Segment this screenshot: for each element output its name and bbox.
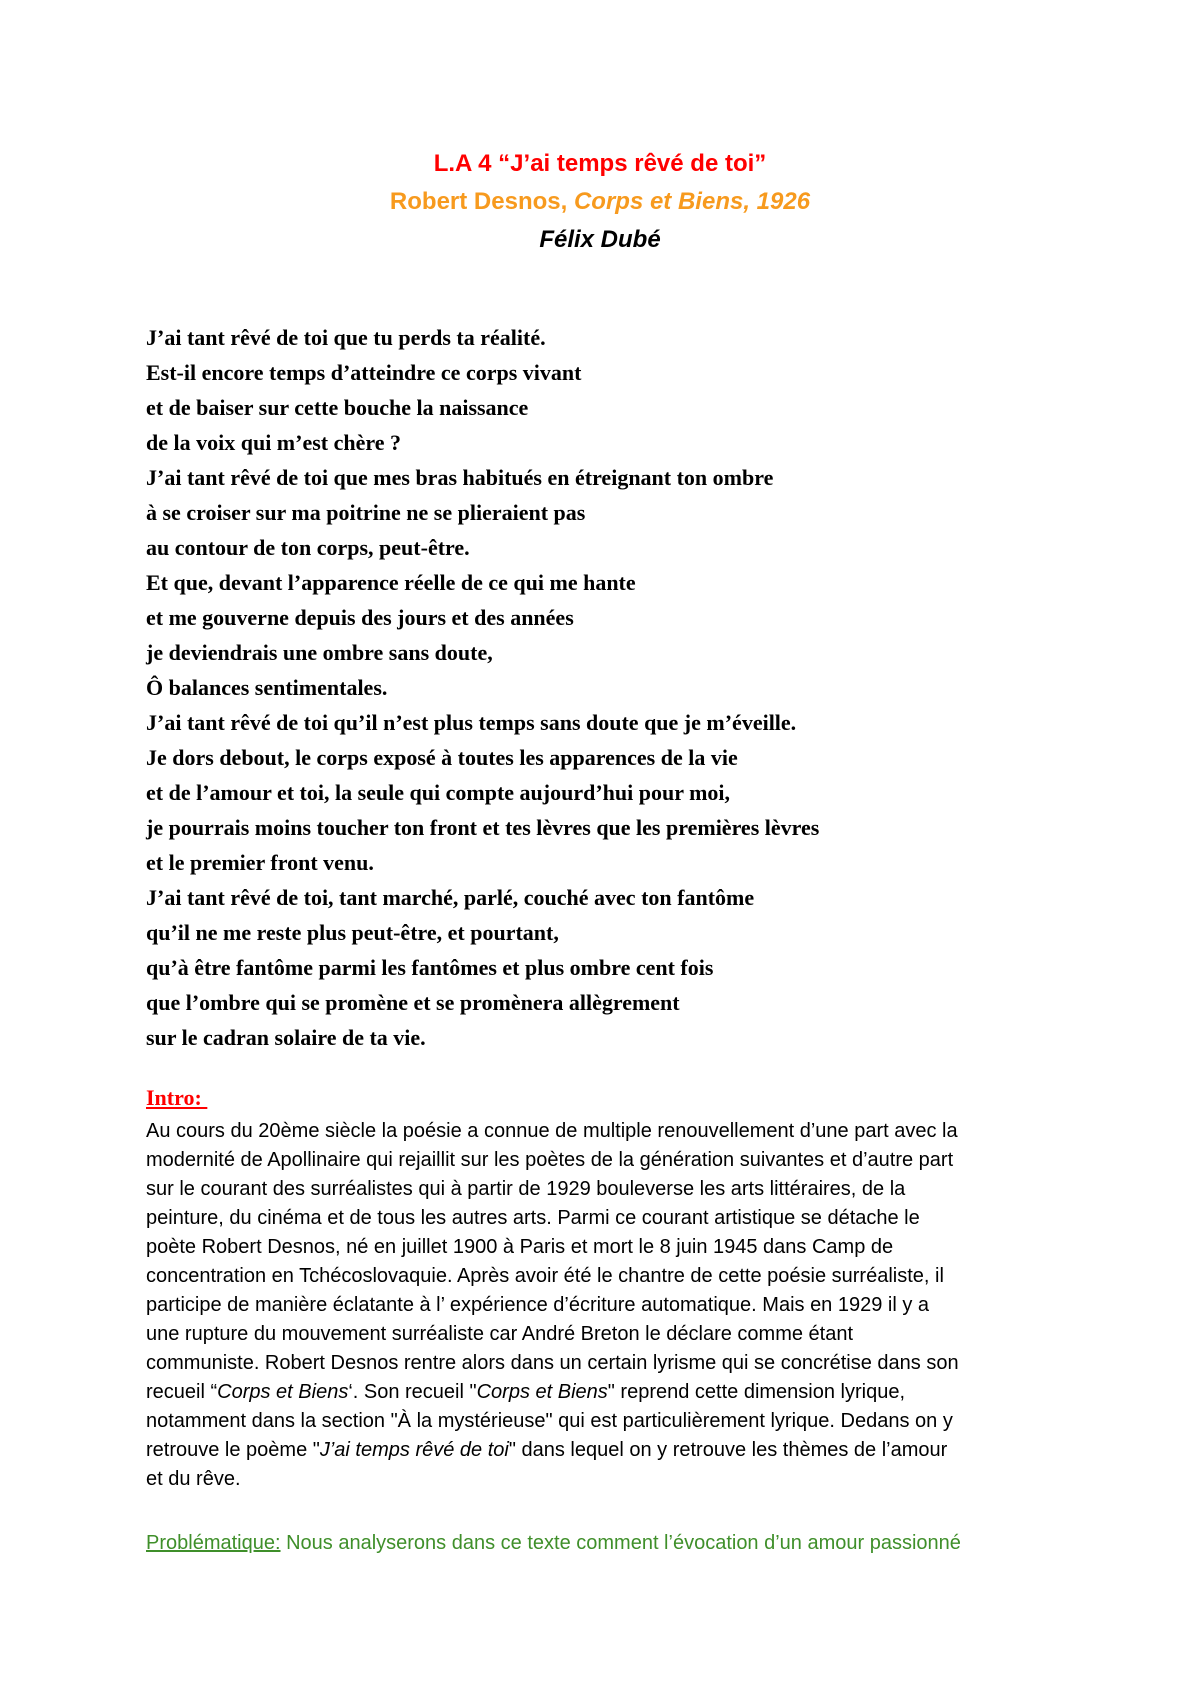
intro-text: recueil “ [146, 1381, 218, 1403]
poem-line: je pourrais moins toucher ton front et tes lèvres que les premières lèvres [146, 815, 820, 840]
intro-text: " reprend cette dimension lyrique, [607, 1381, 906, 1403]
document-author: Félix Dubé [539, 226, 661, 253]
intro-text: modernité de Apollinaire qui rejaillit sur les poètes de la génération suivantes et d’autre part [146, 1149, 954, 1171]
document-title: L.A 4 “J’ai temps rêvé de toi” [433, 150, 767, 177]
intro-text: ‘. Son recueil " [348, 1381, 477, 1403]
intro-text: concentration en Tchécoslovaquie. Après avoir été le chantre de cette poésie surréaliste, il [146, 1265, 944, 1287]
intro-text: et du rêve. [146, 1468, 241, 1490]
title-block [0, 145, 1200, 259]
intro-text: communiste. Robert Desnos rentre alors dans un certain lyrisme qui se concrétise dans son [146, 1352, 959, 1374]
poem-line: et me gouverne depuis des jours et des années [146, 605, 574, 630]
subtitle-work: Corps et Biens, 1926 [573, 188, 811, 215]
poem-line: je deviendrais une ombre sans doute, [146, 640, 493, 665]
intro-line [146, 1320, 1066, 1349]
problematique-text: Nous analyserons dans ce texte comment l’évocation d’un amour passionné [280, 1532, 961, 1554]
poem-line: J’ai tant rêvé de toi que mes bras habitués en étreignant ton ombre [146, 465, 774, 490]
intro-text: peinture, du cinéma et de tous les autres arts. Parmi ce courant artistique se détache le [146, 1207, 920, 1229]
poem-line: qu’il ne me reste plus peut-être, et pourtant, [146, 920, 559, 945]
poem-line: qu’à être fantôme parmi les fantômes et plus ombre cent fois [146, 955, 714, 980]
poem-line: que l’ombre qui se promène et se promènera allègrement [146, 990, 680, 1015]
intro-line [146, 1175, 1066, 1204]
poem-line: de la voix qui m’est chère ? [146, 430, 402, 455]
subtitle-author: Robert Desnos, [389, 188, 574, 215]
intro-text: Au cours du 20ème siècle la poésie a connue de multiple renouvellement d’une part avec la [146, 1120, 958, 1142]
intro-line [146, 1349, 1066, 1378]
intro-line [146, 1436, 1066, 1465]
poem-line: J’ai tant rêvé de toi qu’il n’est plus temps sans doute que je m’éveille. [146, 710, 797, 735]
intro-text: retrouve le poème " [146, 1439, 320, 1461]
intro-line [146, 1233, 1066, 1262]
intro-text: " dans lequel on y retrouve les thèmes de l’amour [508, 1439, 948, 1461]
poem-line: à se croiser sur ma poitrine ne se plieraient pas [146, 500, 586, 525]
intro-line [146, 1465, 1066, 1494]
document-subtitle [0, 183, 1200, 221]
poem-text [146, 320, 819, 1055]
poem-line: J’ai tant rêvé de toi, tant marché, parlé, couché avec ton fantôme [146, 885, 755, 910]
poem-line: et de baiser sur cette bouche la naissance [146, 395, 529, 420]
intro-italic-text: Corps et Biens [217, 1381, 349, 1403]
poem-line: J’ai tant rêvé de toi que tu perds ta réalité. [146, 325, 546, 350]
intro-text: notamment dans la section "À la mystérieuse" qui est particulièrement lyrique. Dedans on y [146, 1410, 953, 1432]
intro-italic-text: J’ai temps rêvé de toi [319, 1439, 509, 1461]
poem-line: sur le cadran solaire de ta vie. [146, 1025, 426, 1050]
poem-line: et le premier front venu. [146, 850, 374, 875]
intro-line [146, 1204, 1066, 1233]
intro-line [146, 1378, 1066, 1407]
intro-text: sur le courant des surréalistes qui à partir de 1929 bouleverse les arts littéraires, de la [146, 1178, 906, 1200]
intro-line [146, 1407, 1066, 1436]
problematique-paragraph [146, 1529, 961, 1558]
poem-line: Ô balances sentimentales. [146, 675, 388, 700]
intro-heading: Intro: [146, 1085, 208, 1110]
poem-line: Et que, devant l’apparence réelle de ce qui me hante [146, 570, 636, 595]
intro-text: participe de manière éclatante à l’ expérience d’écriture automatique. Mais en 1929 il y a [146, 1294, 930, 1316]
poem-line: et de l’amour et toi, la seule qui compte aujourd’hui pour moi, [146, 780, 731, 805]
intro-line [146, 1146, 1066, 1175]
intro-line [146, 1117, 1066, 1146]
poem-line: Est-il encore temps d’atteindre ce corps vivant [146, 360, 582, 385]
poem-line: au contour de ton corps, peut-être. [146, 535, 470, 560]
intro-line [146, 1262, 1066, 1291]
intro-line [146, 1291, 1066, 1320]
intro-text: une rupture du mouvement surréaliste car André Breton le déclare comme étant [146, 1323, 854, 1345]
intro-paragraph [146, 1117, 1066, 1494]
intro-text: poète Robert Desnos, né en juillet 1900 à Paris et mort le 8 juin 1945 dans Camp de [146, 1236, 894, 1258]
problematique-label: Problématique: [146, 1532, 281, 1554]
intro-italic-text: Corps et Biens [476, 1381, 608, 1403]
poem-line: Je dors debout, le corps exposé à toutes les apparences de la vie [146, 745, 738, 770]
